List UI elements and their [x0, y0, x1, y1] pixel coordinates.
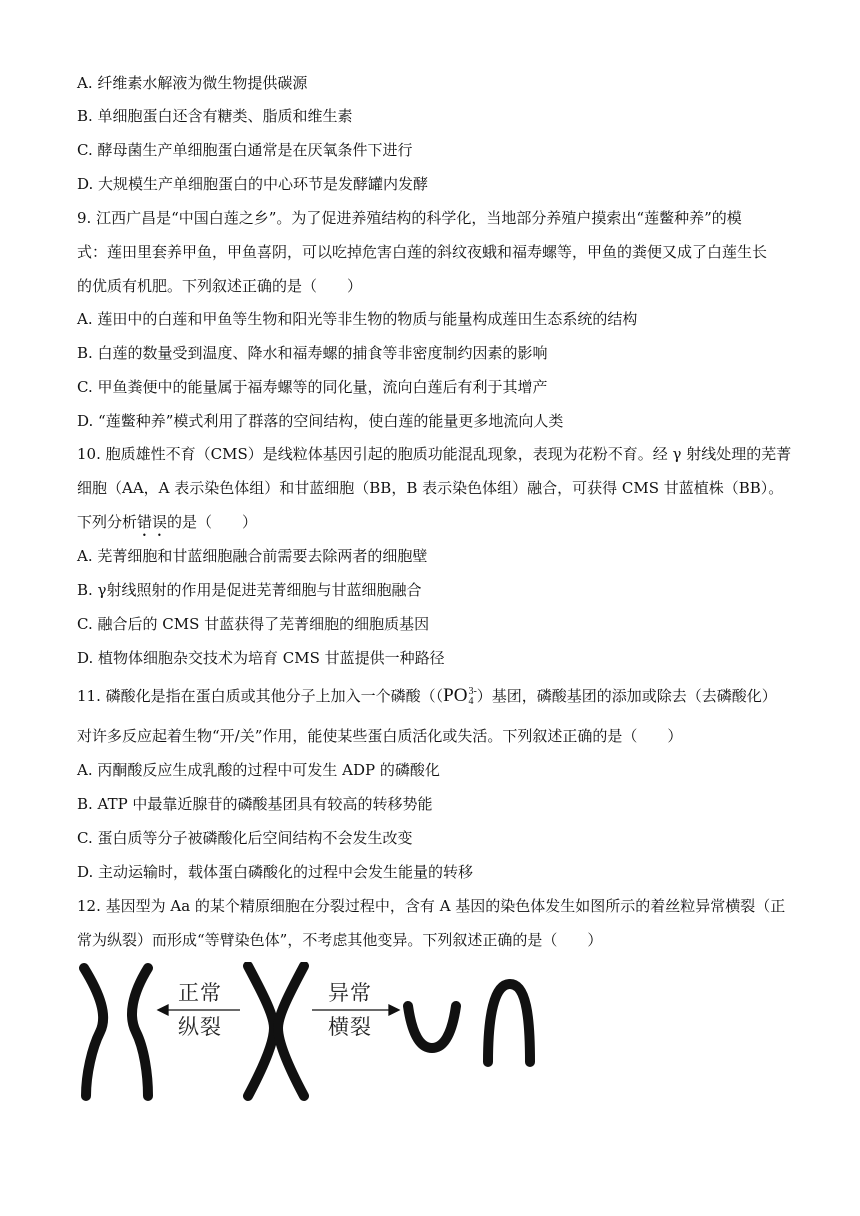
abnormal-label-line-1: 异常 — [328, 981, 372, 1005]
q11-option-b: B. ATP 中最靠近腺苷的磷酸基团具有较高的转移势能 — [77, 795, 433, 813]
isochromosome-u-shape — [408, 1006, 456, 1048]
q10-stem-line-1: 10. 胞质雄性不育（CMS）是线粒体基因引起的胞质功能混乱现象，表现为花粉不育。经 γ 射线处理的芜菁 — [77, 445, 792, 463]
q9-stem-line-3: 的优质有机肥。下列叙述正确的是（ ） — [77, 277, 363, 295]
q9-option-c: C. 甲鱼粪便中的能量属于福寿螺等的同化量，流向白莲后有利于其增产 — [77, 378, 548, 396]
normal-label-line-1: 正常 — [178, 981, 222, 1005]
q11-stem-line-2: 对许多反应起着生物“开/关”作用，能使某些蛋白质活化或失活。下列叙述正确的是（ ） — [77, 727, 683, 745]
q10-option-b: B. γ射线照射的作用是促进芜菁细胞与甘蓝细胞融合 — [77, 581, 422, 599]
q10-stem-line-3-post: 的是（ ） — [167, 513, 258, 531]
q11-stem-line-1-post: ）基团，磷酸基团的添加或除去（去磷酸化） — [476, 687, 777, 705]
q10-stem-line-2: 细胞（AA，A 表示染色体组）和甘蓝细胞（BB，B 表示染色体组）融合，可获得 CMS 甘蓝植株（BB）。 — [77, 479, 784, 497]
q10-option-d: D. 植物体细胞杂交技术为培育 CMS 甘蓝提供一种路径 — [77, 649, 445, 667]
x-chromosome-arm-left — [248, 966, 274, 1096]
normal-split-arrow-head — [158, 1005, 168, 1015]
q10-option-c: C. 融合后的 CMS 甘蓝获得了芜菁细胞的细胞质基因 — [77, 615, 430, 633]
q11-option-a: A. 丙酮酸反应生成乳酸的过程中可发生 ADP 的磷酸化 — [77, 761, 440, 779]
phosphate-formula-subscript: 4 — [468, 695, 474, 707]
q12-stem-line-2: 常为纵裂）而形成“等臂染色体”，不考虑其他变异。下列叙述正确的是（ ） — [77, 931, 603, 949]
q8-option-c: C. 酵母菌生产单细胞蛋白通常是在厌氧条件下进行 — [77, 141, 413, 159]
abnormal-split-arrow-head — [389, 1005, 399, 1015]
chromosome-division-figure — [78, 962, 548, 1102]
q10-emphasis-word: 错误 — [137, 513, 168, 531]
normal-split-chromatid-right — [132, 968, 148, 1096]
q10-stem-line-3 — [77, 512, 257, 540]
isochromosome-arch-shape — [488, 984, 530, 1062]
phosphate-formula-charge: 3- — [468, 685, 477, 697]
q10-option-a: A. 芜菁细胞和甘蓝细胞融合前需要去除两者的细胞壁 — [77, 547, 428, 565]
normal-label-line-2: 纵裂 — [178, 1015, 222, 1039]
q10-stem-line-3-pre: 下列分析 — [77, 513, 138, 531]
x-chromosome-arm-right — [278, 966, 304, 1096]
abnormal-label-line-2: 横裂 — [328, 1015, 372, 1039]
q9-stem-line-2: 式：莲田里套养甲鱼，甲鱼喜阴，可以吃掉危害白莲的斜纹夜蛾和福寿螺等，甲鱼的粪便又成了白莲生长 — [77, 243, 768, 261]
phosphate-formula-base: PO — [443, 685, 468, 706]
q9-option-b: B. 白莲的数量受到温度、降水和福寿螺的捕食等非密度制约因素的影响 — [77, 344, 548, 362]
q9-stem-line-1: 9. 江西广昌是“中国白莲之乡”。为了促进养殖结构的科学化，当地部分养殖户摸索出“莲鳖种养”的模 — [77, 209, 742, 227]
q11-option-c: C. 蛋白质等分子被磷酸化后空间结构不会发生改变 — [77, 829, 413, 847]
q11-stem-line-1-pre: 11. 磷酸化是指在蛋白质或其他分子上加入一个磷酸（（ — [77, 687, 444, 705]
q9-option-a: A. 莲田中的白莲和甲鱼等生物和阳光等非生物的物质与能量构成莲田生态系统的结构 — [77, 310, 638, 328]
q9-option-d: D. “莲鳖种养”模式利用了群落的空间结构，使白莲的能量更多地流向人类 — [77, 412, 564, 430]
q8-option-a: A. 纤维素水解液为微生物提供碳源 — [77, 74, 308, 92]
q11-stem-line-1 — [77, 686, 777, 707]
q12-stem-line-1: 12. 基因型为 Aa 的某个精原细胞在分裂过程中，含有 A 基因的染色体发生如图所示的着丝粒异常横裂（正 — [77, 897, 786, 915]
q8-option-b: B. 单细胞蛋白还含有糖类、脂质和维生素 — [77, 107, 353, 125]
q8-option-d: D. 大规模生产单细胞蛋白的中心环节是发酵罐内发酵 — [77, 175, 429, 193]
phosphate-formula — [443, 685, 477, 706]
normal-split-chromatid-left — [84, 968, 103, 1096]
q11-option-d: D. 主动运输时，载体蛋白磷酸化的过程中会发生能量的转移 — [77, 863, 474, 881]
